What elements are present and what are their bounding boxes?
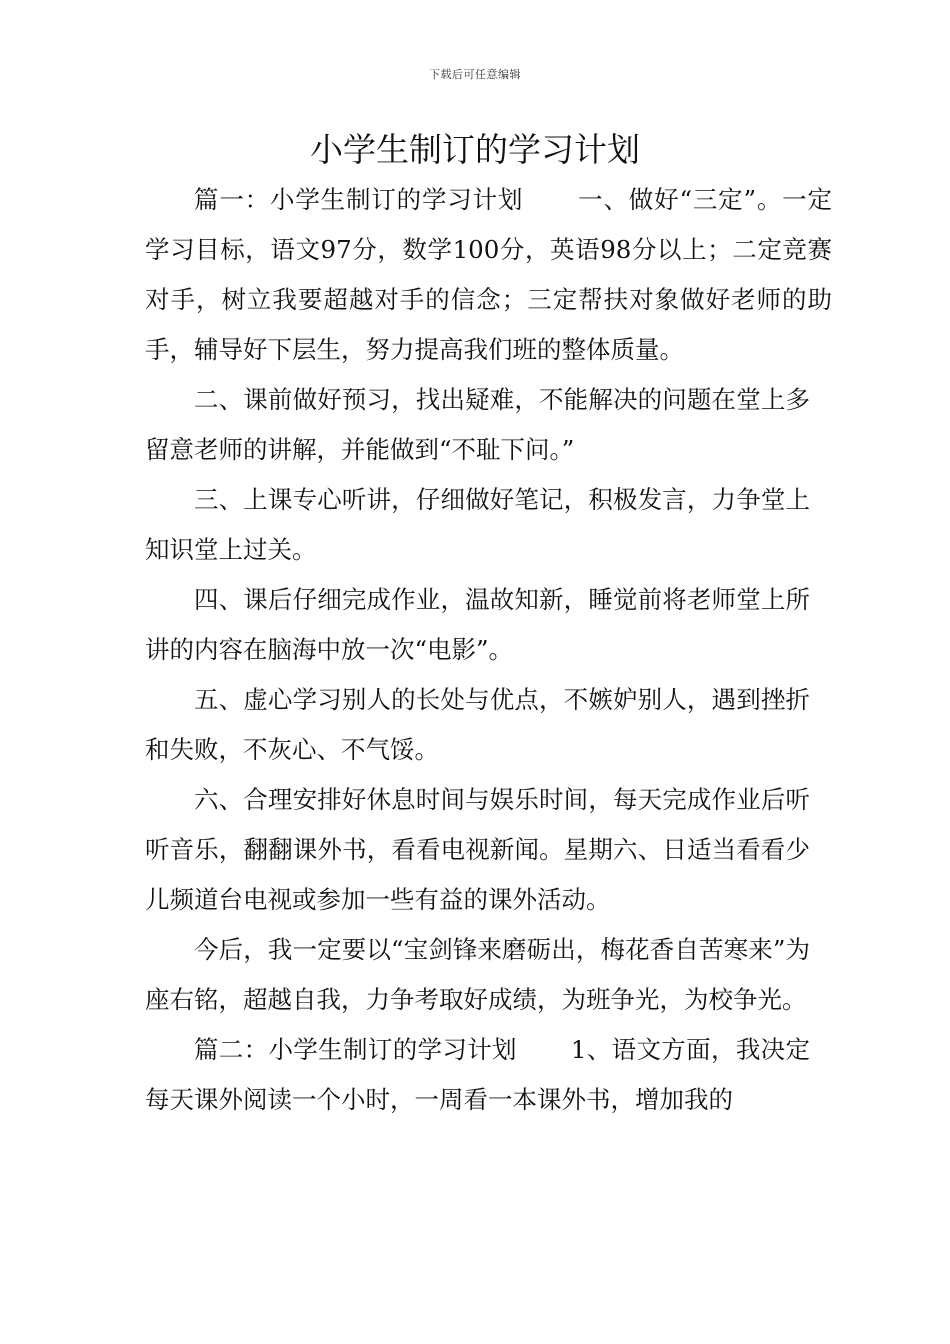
paragraph: 三、上课专心听讲，仔细做好笔记，积极发言，力争堂上知识堂上过关。 [145,485,810,564]
section-heading: 篇一：小学生制订的学习计划 [194,185,524,214]
paragraph: 二、课前做好预习，找出疑难，不能解决的问题在堂上多留意老师的讲解，并能做到“不耻下问。” [145,385,810,464]
paragraph-text: 1、语文方面，我决定每天课外阅读一个小时，一周看一本课外书，增加我的 [145,1035,810,1114]
section-heading: 篇二：小学生制订的学习计划 [194,1035,517,1064]
paragraph: 四、课后仔细完成作业，温故知新，睡觉前将老师堂上所讲的内容在脑海中放一次“电影”。 [145,585,810,664]
document-body [145,175,832,1125]
paragraph: 六、合理安排好休息时间与娱乐时间，每天完成作业后听听音乐，翻翻课外书，看看电视新闻。星期六、日适当看看少儿频道台电视或参加一些有益的课外活动。 [145,785,810,914]
paragraph-section-one-intro [145,175,832,375]
paragraph: 今后，我一定要以“宝剑锋来磨砺出，梅花香自苦寒来”为座右铭，超越自我，力争考取好成绩，为班争光，为校争光。 [145,935,810,1014]
document-title: 小学生制订的学习计划 [310,130,640,169]
paragraph-section-two-intro [145,1025,810,1125]
paragraph: 五、虚心学习别人的长处与优点，不嫉妒别人，遇到挫折和失败，不灰心、不气馁。 [145,685,810,764]
paragraph-text: 一、做好“三定”。一定学习目标，语文97分，数学100分，英语98分以上；二定竞赛对手，树立我要超越对手的信念；三定帮扶对象做好老师的助手，辅导好下层生，努力提高我们班的整体质量。 [145,185,832,364]
header-note: 下载后可任意编辑 [429,68,521,81]
